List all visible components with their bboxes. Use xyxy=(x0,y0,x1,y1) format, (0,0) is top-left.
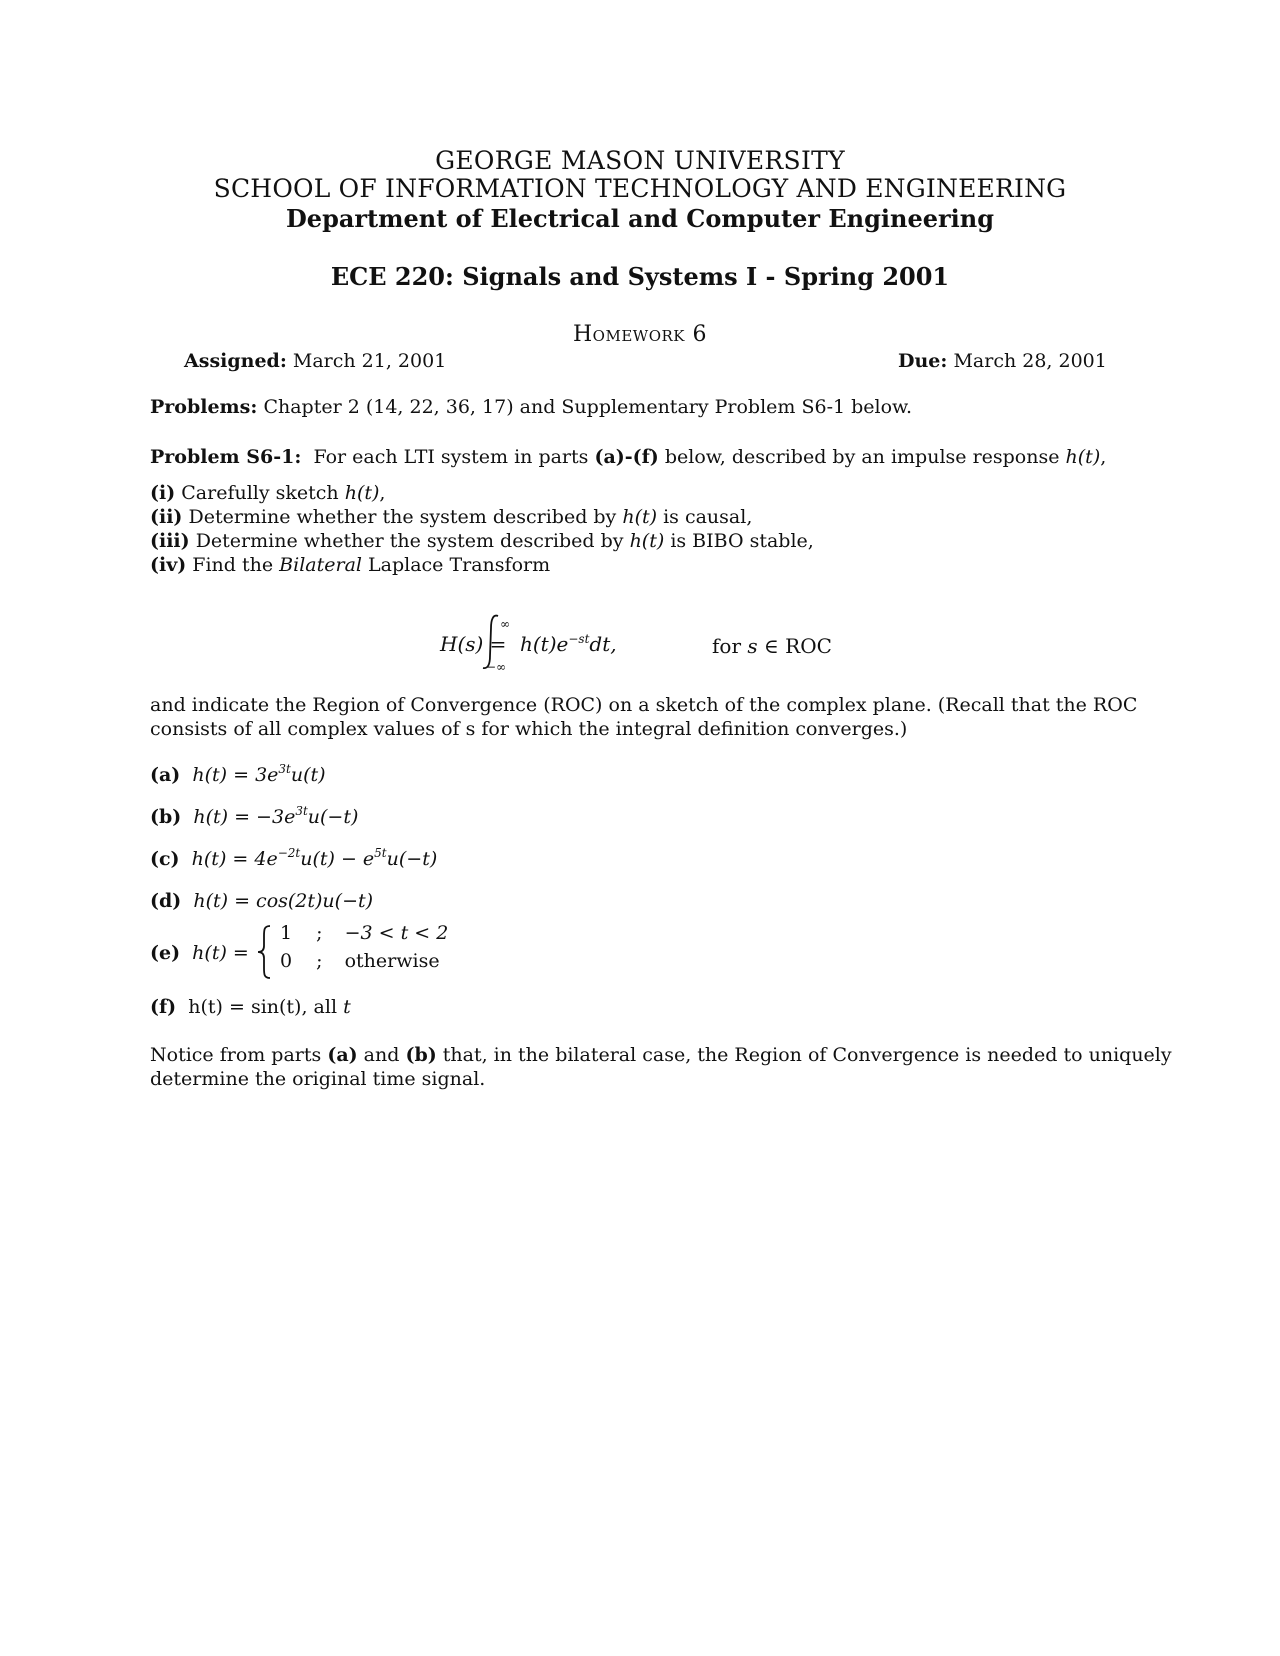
task-num: (ii) xyxy=(150,506,183,528)
part-expr-rhs: u(−t) xyxy=(307,806,359,828)
s61-intro-text-b: below, described by an impulse response xyxy=(664,446,1060,468)
part-exp: 3t xyxy=(278,762,291,776)
due-date xyxy=(898,350,1107,372)
task-post: is causal, xyxy=(663,506,753,528)
case-value: 1 xyxy=(280,922,293,944)
part-expr-rhs: u(t) xyxy=(290,764,326,786)
s61-intro xyxy=(150,446,1106,468)
problems-label: Problems: xyxy=(150,396,258,418)
task-var: h(t) xyxy=(622,506,658,528)
part-expr: h(t) = −3e xyxy=(193,806,296,828)
part-label: (e) xyxy=(150,942,181,964)
task-num: (iii) xyxy=(150,530,190,552)
part-expr: h(t) = cos(2t)u(−t) xyxy=(193,890,374,912)
part-exp: −2t xyxy=(277,846,301,860)
problems-text: Chapter 2 (14, 22, 36, 17) and Supplementary Problem S6-1 below. xyxy=(263,396,913,418)
case-value: 0 xyxy=(280,950,293,972)
task-text: Determine whether the system described by xyxy=(188,506,617,528)
notice-line-1 xyxy=(150,1044,1172,1066)
case-1 xyxy=(280,922,448,944)
s61-label: Problem S6-1: xyxy=(150,446,302,468)
notice-part-b: (b) xyxy=(405,1044,437,1066)
part-label: (c) xyxy=(150,848,180,870)
roc-line-1: and indicate the Region of Convergence (ROC) on a sketch of the complex plane. (Recall that the ROC xyxy=(150,694,1138,716)
task-num: (iv) xyxy=(150,554,187,576)
eq-condition-var: s xyxy=(747,634,758,658)
part-c xyxy=(150,848,437,870)
part-label: (b) xyxy=(150,806,182,828)
notice-post: that, in the bilateral case, the Region of Convergence is needed to uniquely xyxy=(442,1044,1172,1066)
problems-line xyxy=(150,396,912,418)
task-var: h(t) xyxy=(629,530,665,552)
integral-lower-limit: −∞ xyxy=(486,660,507,674)
s61-intro-end: , xyxy=(1100,446,1107,468)
part-e xyxy=(150,942,249,964)
case-2 xyxy=(280,950,440,972)
school-name: SCHOOL OF INFORMATION TECHNOLOGY AND ENGINEERING xyxy=(213,174,1067,203)
part-expr: h(t) = sin(t), all xyxy=(188,996,338,1018)
notice-part-a: (a) xyxy=(327,1044,358,1066)
task-ii xyxy=(150,506,752,528)
part-expr-mid: u(t) − e xyxy=(300,848,375,870)
case-sep: ; xyxy=(316,950,323,972)
laplace-integrand xyxy=(520,632,617,656)
part-expr-rhs: u(−t) xyxy=(386,848,438,870)
part-label: (d) xyxy=(150,890,182,912)
part-var: t xyxy=(343,996,351,1018)
case-cond: −3 < t < 2 xyxy=(344,922,449,944)
eq-lhs-text: H(s) = xyxy=(440,632,507,656)
part-f xyxy=(150,996,351,1018)
task-emph: Bilateral xyxy=(279,554,362,576)
eq-exponent: −st xyxy=(568,632,590,646)
part-expr: h(t) = xyxy=(192,942,249,964)
eq-condition-pre: for xyxy=(712,634,742,658)
s61-intro-text-a: For each LTI system in parts xyxy=(313,446,589,468)
part-label: (f) xyxy=(150,996,177,1018)
part-d xyxy=(150,890,373,912)
roc-line-2: consists of all complex values of s for which the integral definition converges.) xyxy=(150,718,908,740)
notice-line-2: determine the original time signal. xyxy=(150,1068,486,1090)
notice-and: and xyxy=(363,1044,400,1066)
part-exp-2: 5t xyxy=(374,846,387,860)
s61-parts-range: (a)-(f) xyxy=(594,446,659,468)
part-expr: h(t) = 4e xyxy=(191,848,278,870)
part-label: (a) xyxy=(150,764,181,786)
assigned-date xyxy=(184,350,446,372)
assigned-value: March 21, 2001 xyxy=(292,350,447,372)
part-a xyxy=(150,764,326,786)
task-num: (i) xyxy=(150,482,176,504)
task-iv xyxy=(150,554,550,576)
s61-intro-var: h(t) xyxy=(1065,446,1101,468)
task-iii xyxy=(150,530,814,552)
homework-title: Homework 6 xyxy=(573,322,707,347)
eq-condition-post: ∈ ROC xyxy=(764,634,832,658)
task-i xyxy=(150,482,385,504)
eq-tail: dt, xyxy=(589,632,617,656)
part-expr: h(t) = 3e xyxy=(192,764,279,786)
assigned-label: Assigned: xyxy=(184,350,287,372)
course-title: ECE 220: Signals and Systems I - Spring 2001 xyxy=(330,262,950,291)
case-cond: otherwise xyxy=(344,950,440,972)
due-value: March 28, 2001 xyxy=(953,350,1107,372)
laplace-condition xyxy=(712,634,832,658)
university-name: GEORGE MASON UNIVERSITY xyxy=(435,146,845,175)
task-text: Determine whether the system described by xyxy=(195,530,624,552)
part-b xyxy=(150,806,358,828)
case-sep: ; xyxy=(316,922,323,944)
task-post: Laplace Transform xyxy=(368,554,551,576)
integral-upper-limit: ∞ xyxy=(500,617,510,631)
task-var: h(t) xyxy=(344,482,380,504)
task-post: , xyxy=(379,482,386,504)
department-name: Department of Electrical and Computer Engineering xyxy=(285,204,994,233)
task-text: Find the xyxy=(192,554,274,576)
notice-pre: Notice from parts xyxy=(150,1044,322,1066)
task-post: is BIBO stable, xyxy=(670,530,814,552)
due-label: Due: xyxy=(898,350,948,372)
left-brace-icon xyxy=(256,924,272,980)
eq-integrand: h(t)e xyxy=(520,632,569,656)
task-text: Carefully sketch xyxy=(181,482,339,504)
part-exp: 3t xyxy=(295,804,308,818)
